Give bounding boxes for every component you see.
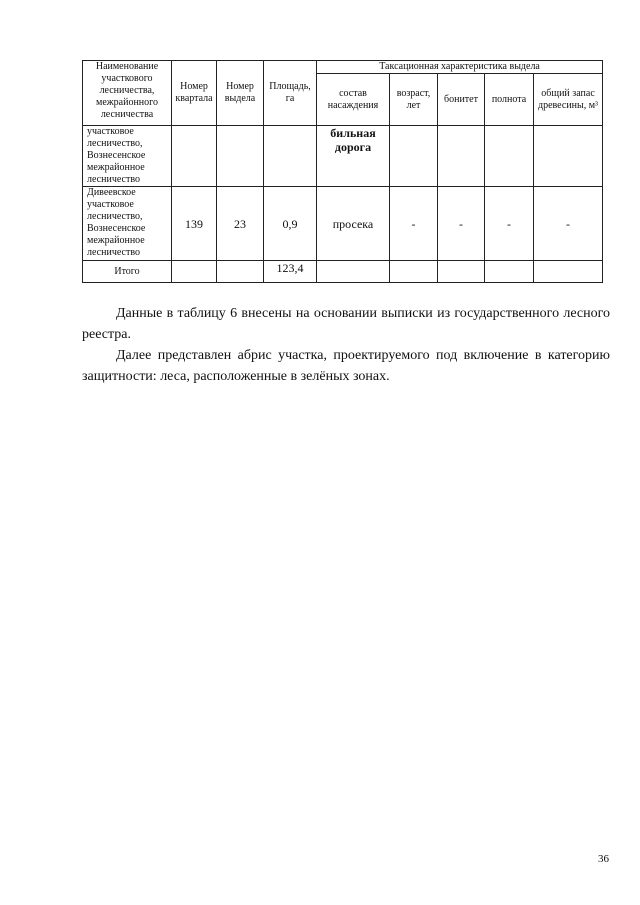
cell-sostav: бильная дорога	[317, 126, 390, 187]
total-vydel	[217, 261, 264, 283]
header-area: Площадь, га	[264, 61, 317, 126]
cell-age: -	[390, 187, 438, 261]
table-row	[83, 126, 603, 187]
cell-age	[390, 126, 438, 187]
header-taxation-group: Таксационная характеристика выдела	[317, 61, 603, 74]
table-total-row	[83, 261, 603, 283]
paragraph-table-source: Данные в таблицу 6 внесены на основании выписки из государственного лесного реестра.	[82, 306, 610, 342]
cell-area	[264, 126, 317, 187]
cell-area: 0,9	[264, 187, 317, 261]
total-zapas	[534, 261, 603, 283]
header-kvartal: Номер квартала	[172, 61, 217, 126]
cell-zapas	[534, 126, 603, 187]
cell-bonitet: -	[438, 187, 485, 261]
header-vydel: Номер выдела	[217, 61, 264, 126]
cell-name: участковое лесничество, Вознесенское межрайонное лесничество	[83, 126, 172, 187]
header-sostav: состав насаждения	[317, 74, 390, 126]
paragraph-abris-intro: Далее представлен абрис участка, проектируемого под включение в категорию защитности: леса, расположенные в зелёных зонах.	[82, 348, 610, 384]
header-polnota: полнота	[485, 74, 534, 126]
total-polnota	[485, 261, 534, 283]
header-name: Наименование участкового лесничества, межрайонного лесничества	[83, 61, 172, 126]
total-sostav	[317, 261, 390, 283]
total-label: Итого	[83, 261, 172, 283]
cell-vydel	[217, 126, 264, 187]
header-zapas: общий запас древесины, м³	[534, 74, 603, 126]
cell-vydel: 23	[217, 187, 264, 261]
header-age: возраст, лет	[390, 74, 438, 126]
cell-polnota: -	[485, 187, 534, 261]
cell-kvartal	[172, 126, 217, 187]
cell-zapas: -	[534, 187, 603, 261]
cell-polnota	[485, 126, 534, 187]
total-kvartal	[172, 261, 217, 283]
cell-kvartal: 139	[172, 187, 217, 261]
total-bonitet	[438, 261, 485, 283]
table-row	[83, 187, 603, 261]
total-area: 123,4	[264, 261, 317, 283]
taxation-table	[82, 60, 603, 283]
page-number: 36	[598, 853, 609, 865]
cell-name: Дивеевское участковое лесничество, Вознесенское межрайонное лесничество	[83, 187, 172, 261]
cell-bonitet	[438, 126, 485, 187]
total-age	[390, 261, 438, 283]
header-bonitet: бонитет	[438, 74, 485, 126]
cell-sostav: просека	[317, 187, 390, 261]
